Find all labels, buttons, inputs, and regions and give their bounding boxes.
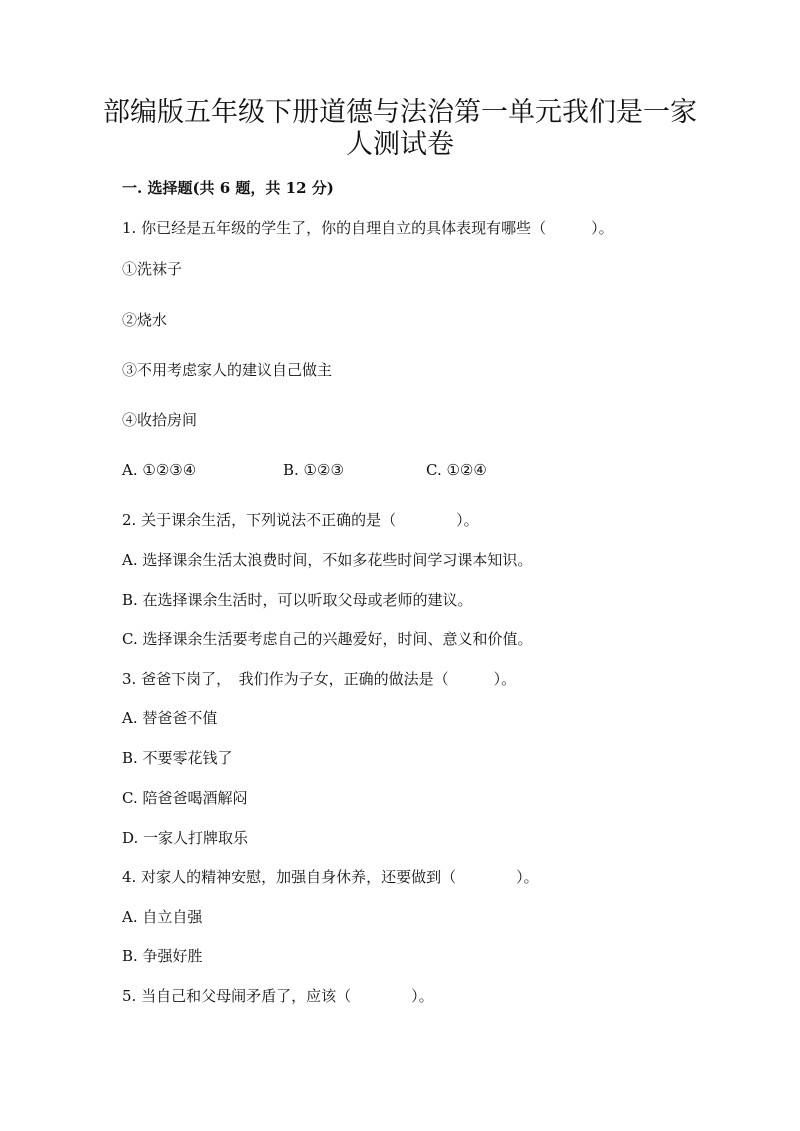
question-3-option-a: A. 替爸爸不值 (122, 709, 218, 727)
question-1-option-a: A. ①②③④ (122, 461, 197, 479)
question-4-option-b: B. 争强好胜 (122, 947, 203, 965)
question-1-item: ④收拾房间 (122, 411, 198, 429)
question-3-option-c: C. 陪爸爸喝酒解闷 (122, 789, 248, 807)
document-title-line-2: 人测试卷 (346, 129, 454, 160)
question-3-stem: 3. 爸爸下岗了， 我们作为子女，正确的做法是（ ）。 (122, 670, 517, 688)
question-2-stem: 2. 关于课余生活，下列说法不正确的是（ ）。 (122, 511, 479, 529)
question-1-stem: 1. 你已经是五年级的学生了，你的自理自立的具体表现有哪些（ ）。 (122, 219, 614, 237)
question-1-options (122, 460, 682, 480)
section-heading: 一. 选择题(共 6 题，共 12 分) (122, 179, 334, 197)
question-3-option-d: D. 一家人打牌取乐 (122, 829, 249, 847)
question-1-item: ②烧水 (122, 311, 168, 329)
question-2-option-b: B. 在选择课余生活时，可以听取父母或老师的建议。 (122, 591, 473, 609)
question-2-option-c: C. 选择课余生活要考虑自己的兴趣爱好，时间、意义和价值。 (122, 630, 533, 648)
question-5-stem: 5. 当自己和父母闹矛盾了，应该（ ）。 (122, 987, 434, 1005)
question-4-option-a: A. 自立自强 (122, 908, 203, 926)
question-1-item: ①洗袜子 (122, 260, 183, 278)
question-1-option-b: B. ①②③ (283, 461, 344, 479)
question-4-stem: 4. 对家人的精神安慰，加强自身休养，还要做到（ ）。 (122, 868, 539, 886)
question-1-option-c: C. ①②④ (426, 461, 487, 479)
document-title-line-1: 部编版五年级下册道德与法治第一单元我们是一家 (103, 97, 697, 128)
question-3-option-b: B. 不要零花钱了 (122, 749, 233, 767)
question-1-item: ③不用考虑家人的建议自己做主 (122, 361, 333, 379)
question-2-option-a: A. 选择课余生活太浪费时间，不如多花些时间学习课本知识。 (122, 551, 533, 569)
